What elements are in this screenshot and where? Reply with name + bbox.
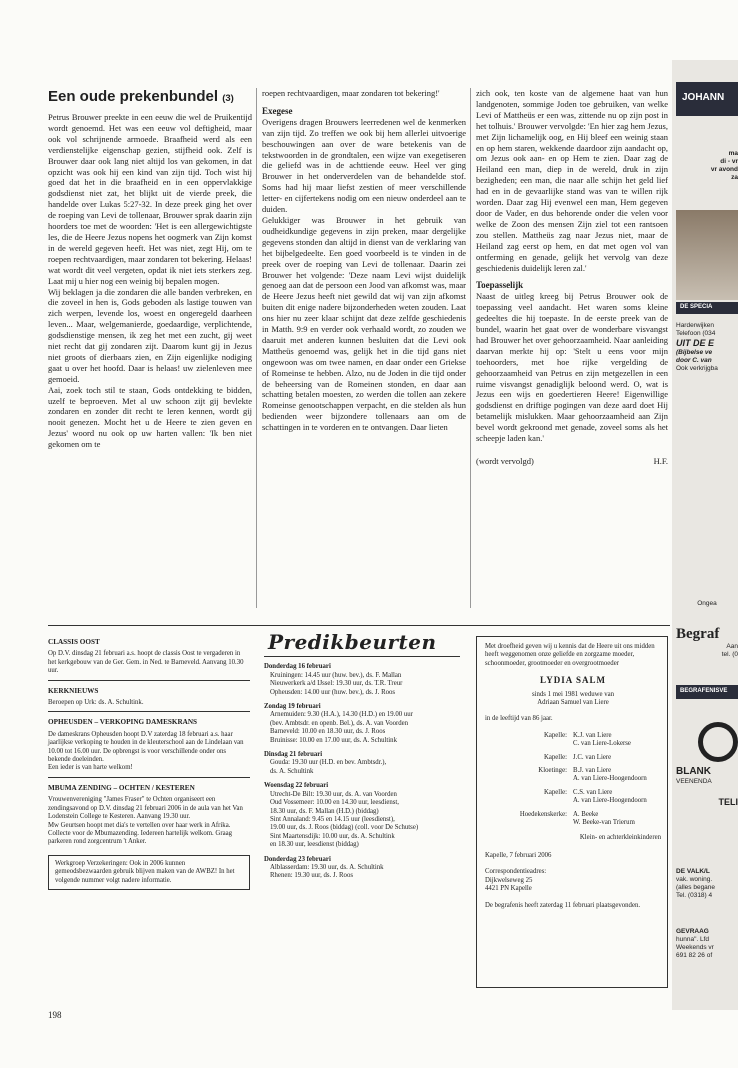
advert-banner [676,685,738,699]
family-place: Hoedekenskerke: [519,810,567,818]
advert-line: ma [728,150,738,157]
preek-line: 19.00 uur, ds. J. Roos (biddag) (coll. voor De Schutse) [270,824,419,832]
advert-line: DE SPECIA [680,304,713,310]
notice-heading: MBUMA ZENDING – OCHTEN / KESTEREN [48,783,195,792]
advert-text [676,322,738,373]
family-name: C.S. van Liere [573,788,613,796]
preek-line: en 18.30 uur, leesdienst (biddag) [270,841,359,849]
article-paragraph: roepen rechtvaardigen, maar zondaren tot bekering!' [262,88,440,98]
family-name: J.C. van Liere [573,753,612,761]
advert-line: VEENENDA [676,778,712,785]
advert-line: vak. woning. [676,876,713,883]
article-paragraph: Petrus Brouwer preekte in een eeuw die wel de Pruikentijd wordt genoemd. Het was een eeuw vol deftigheid, maar ook vol schrijnende armoede. Braafheid werd als een verdienstelijke eigenschap gezien, stijfheid ook. Zelf is Brouwer daar ook lang niet altijd los van gekomen, in dat opzicht was ook hij een kind van zijn tijd. Toch wist hij goed dat het in die braafheid en in een oppervlakkige godsdienst niet zat, het blijkt uit de vierde preek, die handelde over Lukas 5:27-32. In deze preek ging het over de roeping van Levi de tollenaar, Brouwer sprak daarin zijn hoorders toe met de woorden: 'Het is een allergewichtigste les, die de Heere Jezus nopens het oogmerk van Zijn komst in de wereld gegeven heeft. Het was niet, zegt Hij, om te roepen rechtvaardigen, maar zondaren tot bekering. Helaas! wat wordt dit veel vergeten, opdat ik niet iets sterkers zeg. Laat mij u hier nog een weinig bij bepalen mogen. [48,112,252,286]
article-column-1 [48,88,252,450]
grandchildren: Klein- en achterkleinkinderen [579,833,661,841]
preek-day-heading: Zondag 19 februari [264,703,321,711]
family-name: K.J. van Liere [573,731,612,739]
advert-logo [698,722,738,762]
family-place: Kapelle: [543,788,567,796]
divider [48,711,250,712]
notice-heading: KERKNIEUWS [48,686,99,695]
article-paragraph: Naast de uitleg kreeg bij Petrus Brouwer ook de toepassing veel aandacht. Het waren soms kleine gedeeltes die hij toepaste. In de eerste preek van de bundel, waarin het gaat over de wonderbare visvangst had Brouwer het over gehoorzaamheid. Naar aanleiding daarvan merkte hij op: 'Stelt u eens voor mijn toehoorders, met hoe rijke vergelding de gehoorzaamheid van Petrus en zijn metgezellen in een ruime visvangst genadiglijk beloond werd. O, wat is Jezus een wijs en goedertieren Heere! Eigenwillige godsdienst en driftige pogingen van deze aard doet Hij betamelijk mislukken. Maar gehoorzaamheid aan Zijn bevel wordt gekroond met genade, zoveel soms als het scheepje laden kan.' [476,291,668,444]
article-paragraph: Gelukkiger was Brouwer in het gebruik van oudheidkundige gegevens in zijn preken, maar dergelijke gegevens stonden dan altijd in dienst van de verklaring van het bijbelgedeelte. Een goed voorbeeld is te vinden in de preek over de roeping van Levi de tollenaar. Daarin zei Brouwer het volgende: 'Deze naam Levi wijst duidelijk genoeg aan dat de persoon een Jood van afkomst was, maar de Heere Jezus heeft niet gewild dat wij van zijn afkomst buiten dit enige nadere bijzonderheden weten zouden. Laat ons hier nu zeer klaar schijnt dat deze zelfde geschiedenis in Matth. 9:9 en verder ook verhaald wordt, zo zouden we daaruit met anderen kunnen besluiten dat die Levi ook Mattheüs genoemd was, gelijk het in die tijd gans niet ongewoon was om twee namen, en daar onder een Griekse of Romeinse te hebben. Alzo, nu de Joden in die tijd onder de beheersing van de Romeinen stonden, en daar aan schatting betalen moesten, zo werden die tollen aan zekere Romeinse genootschappen verpacht, en die stelden als hun bedienden weer bijzondere tollenaars aan om de schattingen in te vorderen en te ontvangen. Daar lieten [262,214,466,433]
preek-line: Alblasserdam: 19.30 uur, ds. A. Schultink [270,863,384,871]
family-row [485,740,661,748]
advert-line: (Bijbelse ve [676,349,713,356]
family-row [485,797,661,805]
preek-day-heading: Woensdag 22 februari [264,782,329,790]
advert-line: hunna". Lfd [676,936,710,943]
notice-heading: OPHEUSDEN – VERKOPING DAMESKRANS [48,718,198,727]
preek-line: Barneveld: 10.00 en 18.30 uur, ds. J. Roos [270,728,386,736]
advert-line: TELI [718,797,738,807]
preek-line: Bruinisse: 10.00 en 17.00 uur, ds. A. Schultink [270,736,397,744]
preek-day [264,703,460,745]
advert-title: JOHANN [682,92,725,103]
family-row [485,811,661,819]
preek-line: Opheusden: 14.00 uur (huw. bev.), ds. J. Roos [270,688,396,696]
article-paragraph: Aai, zoek toch stil te staan, Gods ontdekking te bidden, uzelf te beproeven. Met al uw schoon zijt gij bevlekte zondaren en zonder dit recht te leren kennen, wordt gij nooit genezen. Mocht het u de Heere te zien geven en Jezus' woord nu ook op uw harten vallen: 'Ik ben niet gekomen om te [48,384,252,450]
advert-line: tel. (0 [721,651,738,658]
advert-text [676,600,738,608]
funeral-info: De begrafenis heeft zaterdag 11 februari plaatsgevonden. [485,901,641,909]
corr-street: Dijkwelseweg 25 [485,876,533,884]
family-place [485,797,573,805]
notices-column [48,632,250,890]
preek-line: Arnemuiden: 9.30 (H.A.), 14.30 (H.D.) en 19.00 uur [270,711,413,719]
advert-line: Ook verkrijgba [676,365,718,372]
family-name: C. van Liere-Lokerse [573,740,631,748]
divider [48,680,250,681]
death-notice [476,636,668,988]
article-column-3 [476,88,668,467]
family-place [485,740,573,748]
widow-of: sinds 1 mei 1981 weduwe van [531,690,615,698]
preek-line: Oud Vossemeer: 10.00 en 14.30 uur, leesdienst, [270,799,399,807]
advert-line: BLANK [676,766,711,777]
advert-strip [672,60,738,1010]
deceased-name: LYDIA SALM [540,675,606,686]
preek-day [264,751,460,776]
predikbeurten-title: Predikbeurten [268,630,437,654]
notice-text: Mw Geurtsen hoopt met dia's te vertellen over haar werk in Afrika. [48,821,231,829]
divider [48,777,250,778]
corr-label: Correspondentieadres: [485,868,547,876]
article-paragraph: Overigens dragen Brouwers leerredenen wel de kenmerken van zijn tijd. Zo treffen we ook bij hem allerlei uitvoerige beschouwingen aan over de ware betekenis van de tekstwoorden in de grondtalen, een wijze van exegetiseren die geliefd was in de achttiende eeuw. Heel ver ging Brouwer in het onderverdelen van de behandelde stof. Soms had hij maar liefst zestien of meer verschillende letter- en cijfertekens nodig om een nieuw onderdeel aan te duiden. [262,116,466,215]
family-row [485,732,661,740]
advert-line: Weekends vr [676,944,714,951]
advert-line: door C. van [676,357,712,364]
advert-line: UIT DE E [676,338,715,348]
section-heading-toepasselijk: Toepasselijk [476,280,524,291]
advert-line: za [731,174,738,181]
page-number: 198 [48,1010,62,1020]
section-divider [48,625,670,626]
advert-text [676,928,738,960]
advert-line: Tel. (0318) 4 [676,892,713,899]
advert-text [676,150,738,182]
preek-line: ds. A. Schultink [270,767,314,775]
advert-line: 691 82 26 of [676,952,713,959]
family-name: A. van Liere-Hoogendoorn [573,775,647,783]
death-intro: Met droefheid geven wij u kennis dat de Heere uit ons midden heeft weggenomen onze geliefde en zorgzame moeder, schoonmoeder, grootmoeder en overgrootmoeder [485,643,655,667]
preek-line: 18.30 uur, ds. F. Mallan (H.D.) (biddag) [270,807,379,815]
family-name: B.J. van Liere [573,767,612,775]
preek-day-heading: Dinsdag 21 februari [264,751,323,759]
family-place: Kloetinge: [538,767,567,775]
article-paragraph: Wij beklagen ja die zondaren die alle banden verbreken, en die zoveel in hen is, Gods geboden als lastige touwen van zich werpen, levende los, woest en ongeregeld daarheen leven... Maar, welgemanierde, goedaardige, verplichtende, godsdienstige mensen, ik zeg het met een zucht, gij weet niet recht dat gij zondaren zijt. Daarom kunt gij in Jezus niet groots of dierbaars zien, en Zijn eigenlijke nodiging gaat u over het hoofd. Daar is helaas! uw zielenleven mee gemoeid. [48,286,252,384]
predikbeurten-list [264,663,460,880]
preek-line: Sint Maartensdijk: 10.00 uur, ds. A. Schultink [270,832,395,840]
preek-day [264,663,460,697]
advert-strip-speci [676,302,738,314]
advert-line: Begraf [676,626,720,642]
preek-line: Rhenen: 19.30 uur, ds. J. Roos [270,872,353,880]
advert-line: GEVRAAG [676,928,709,935]
article-paragraph: zich ook, ten koste van de algemene haat van hun landgenoten, sommige Joden toe gebruiken, van welke Levi of Mattheüs er een was, zittende nu op zijn post in het tolhuis.' Brouwer vervolgde: 'En hier zag hem Jezus, met Zijn lichamelijk oog, en Hij bleef een weinig staan en op hem staren, wekkende daardoor zijn aandacht op, om Jezus ook aan- en op Hem te zien. Daar zag de Heiland een man, diep in de wereld, druk in zijn bezigheden; een man, die naar alle schijn het geld lief had en in de gevaarlijke stand was van te willen rijk worden. Daar zag Hij evenwel een man, Hem gegeven door de Vader, en dus behorende onder die velen voor welke de Zoon des mensen Zijn ziel tot een rantsoen zou stellen. Mattheüs zag naar Jezus niet, maar de Heiland zag eerst op hem, en dat met ogen vol van ontferming en genade, gelijk het vervolg van deze geschiedenis duidelijk leren zal.' [476,88,668,273]
advert-line: Ongea [697,600,717,607]
column-divider [470,88,471,608]
family-name: A. van Liere-Hoogendoorn [573,797,647,805]
family-row [485,767,661,775]
family-name: W. Beeke-van Trierum [573,819,635,827]
preek-day [264,856,460,881]
advert-line: Telefoon (034 [676,330,716,337]
corr-city: 4421 PN Kapelle [485,885,532,893]
family-place: Kapelle: [543,753,567,761]
family-place [485,819,573,827]
family-name: A. Beeke [573,810,599,818]
family-row [485,754,661,762]
family-row [485,819,661,827]
preek-line: Gouda: 19.30 uur (H.D. en bev. Ambtsdr.), [270,759,387,767]
family-row [485,775,661,783]
notice-heading: CLASSIS OOST [48,638,100,646]
preek-line: Sint Annaland: 9.45 en 14.15 uur (leesdienst), [270,815,395,823]
author-initials: H.F. [653,456,668,466]
advert-text [676,868,738,900]
family-list [485,732,661,828]
advert-banner [676,82,738,116]
continued-note: (wordt vervolgd) [476,456,534,466]
family-place: Kapelle: [543,731,567,739]
notice-text: De dameskrans Opheusden hoopt D.V zaterdag 18 februari a.s. haar jaarlijkse verkoping te houden in de kleuterschool aan de Lindelaan van 10.00 tot 16.00 uur. De opbrengst is voor verschillende onder ons bekende doeleinden. [48,730,244,764]
preek-day [264,782,460,849]
info-box: Werkgroep Verzekeringen: Ook in 2006 kunnen gemeodsbezwaarden gebruik blijven maken van de AWBZ! In het volgende nummer volgt nadere informatie. [48,855,250,890]
predikbeurten-heading [264,632,460,657]
advert-line: Harderwijken [676,322,714,329]
advert-line: BEGRAFENISVE [680,688,728,694]
preek-day-heading: Donderdag 23 februari [264,855,331,863]
advert-line: Aan [726,643,738,650]
advert-line: vr avond [710,166,738,173]
section-heading-exegese: Exegese [262,105,293,116]
preek-line: Utrecht-De Bilt: 19.30 uur, ds. A. van Voorden [270,790,397,798]
article-title: Een oude prekenbundel (3) [48,88,234,105]
advert-line: di - vr [720,158,738,165]
advert-image-organ [676,210,738,300]
advert-text [676,625,738,659]
article-column-2 [262,88,466,433]
notice-text: Vrouwenvereniging "James Fraser" te Ochten organiseert een zendingsavond op D.V. dinsdag 21 februari 2006 in de aula van het Van Lodenstein College te Kesteren. Aanvang 19.30 uur. [48,796,243,821]
husband-name: Adriaan Samuel van Liere [537,699,609,707]
family-row [485,789,661,797]
age: in de leeftijd van 86 jaar. [485,715,553,723]
family-place [485,775,573,783]
advert-line: DE VALK/L [676,868,710,875]
advert-text [676,766,738,806]
notice-text: Op D.V. dinsdag 21 februari a.s. hoopt de classis Oost te vergaderen in het kerkgebouw van de Ger. Gem. in Ned. te Barneveld. Aanvang 10.30 uur. [48,650,244,675]
predikbeurten-column [264,632,460,887]
preek-line: (bev. Ambtsdr. en openb. Bel.), ds. A. van Voorden [270,719,409,727]
preek-line: Kruiningen: 14.45 uur (huw. bev.), ds. F. Mallan [270,671,402,679]
notice-text: Beroepen op Urk: ds. A. Schultink. [48,699,144,707]
column-divider [256,88,257,608]
notice-text: Collecte voor de Mbumazending. Iedereen hartelijk welkom. Graag parkeren rond zorgcentrum 't Anker. [48,829,233,846]
notice-text: Een ieder is van harte welkom! [48,764,133,772]
preek-line: Nieuwerkerk a/d IJssel: 19.30 uur, ds. T.R. Treur [270,680,403,688]
advert-line: (alles begane [676,884,716,891]
notice-date: Kapelle, 7 februari 2006 [485,851,552,859]
preek-day-heading: Donderdag 16 februari [264,663,331,671]
